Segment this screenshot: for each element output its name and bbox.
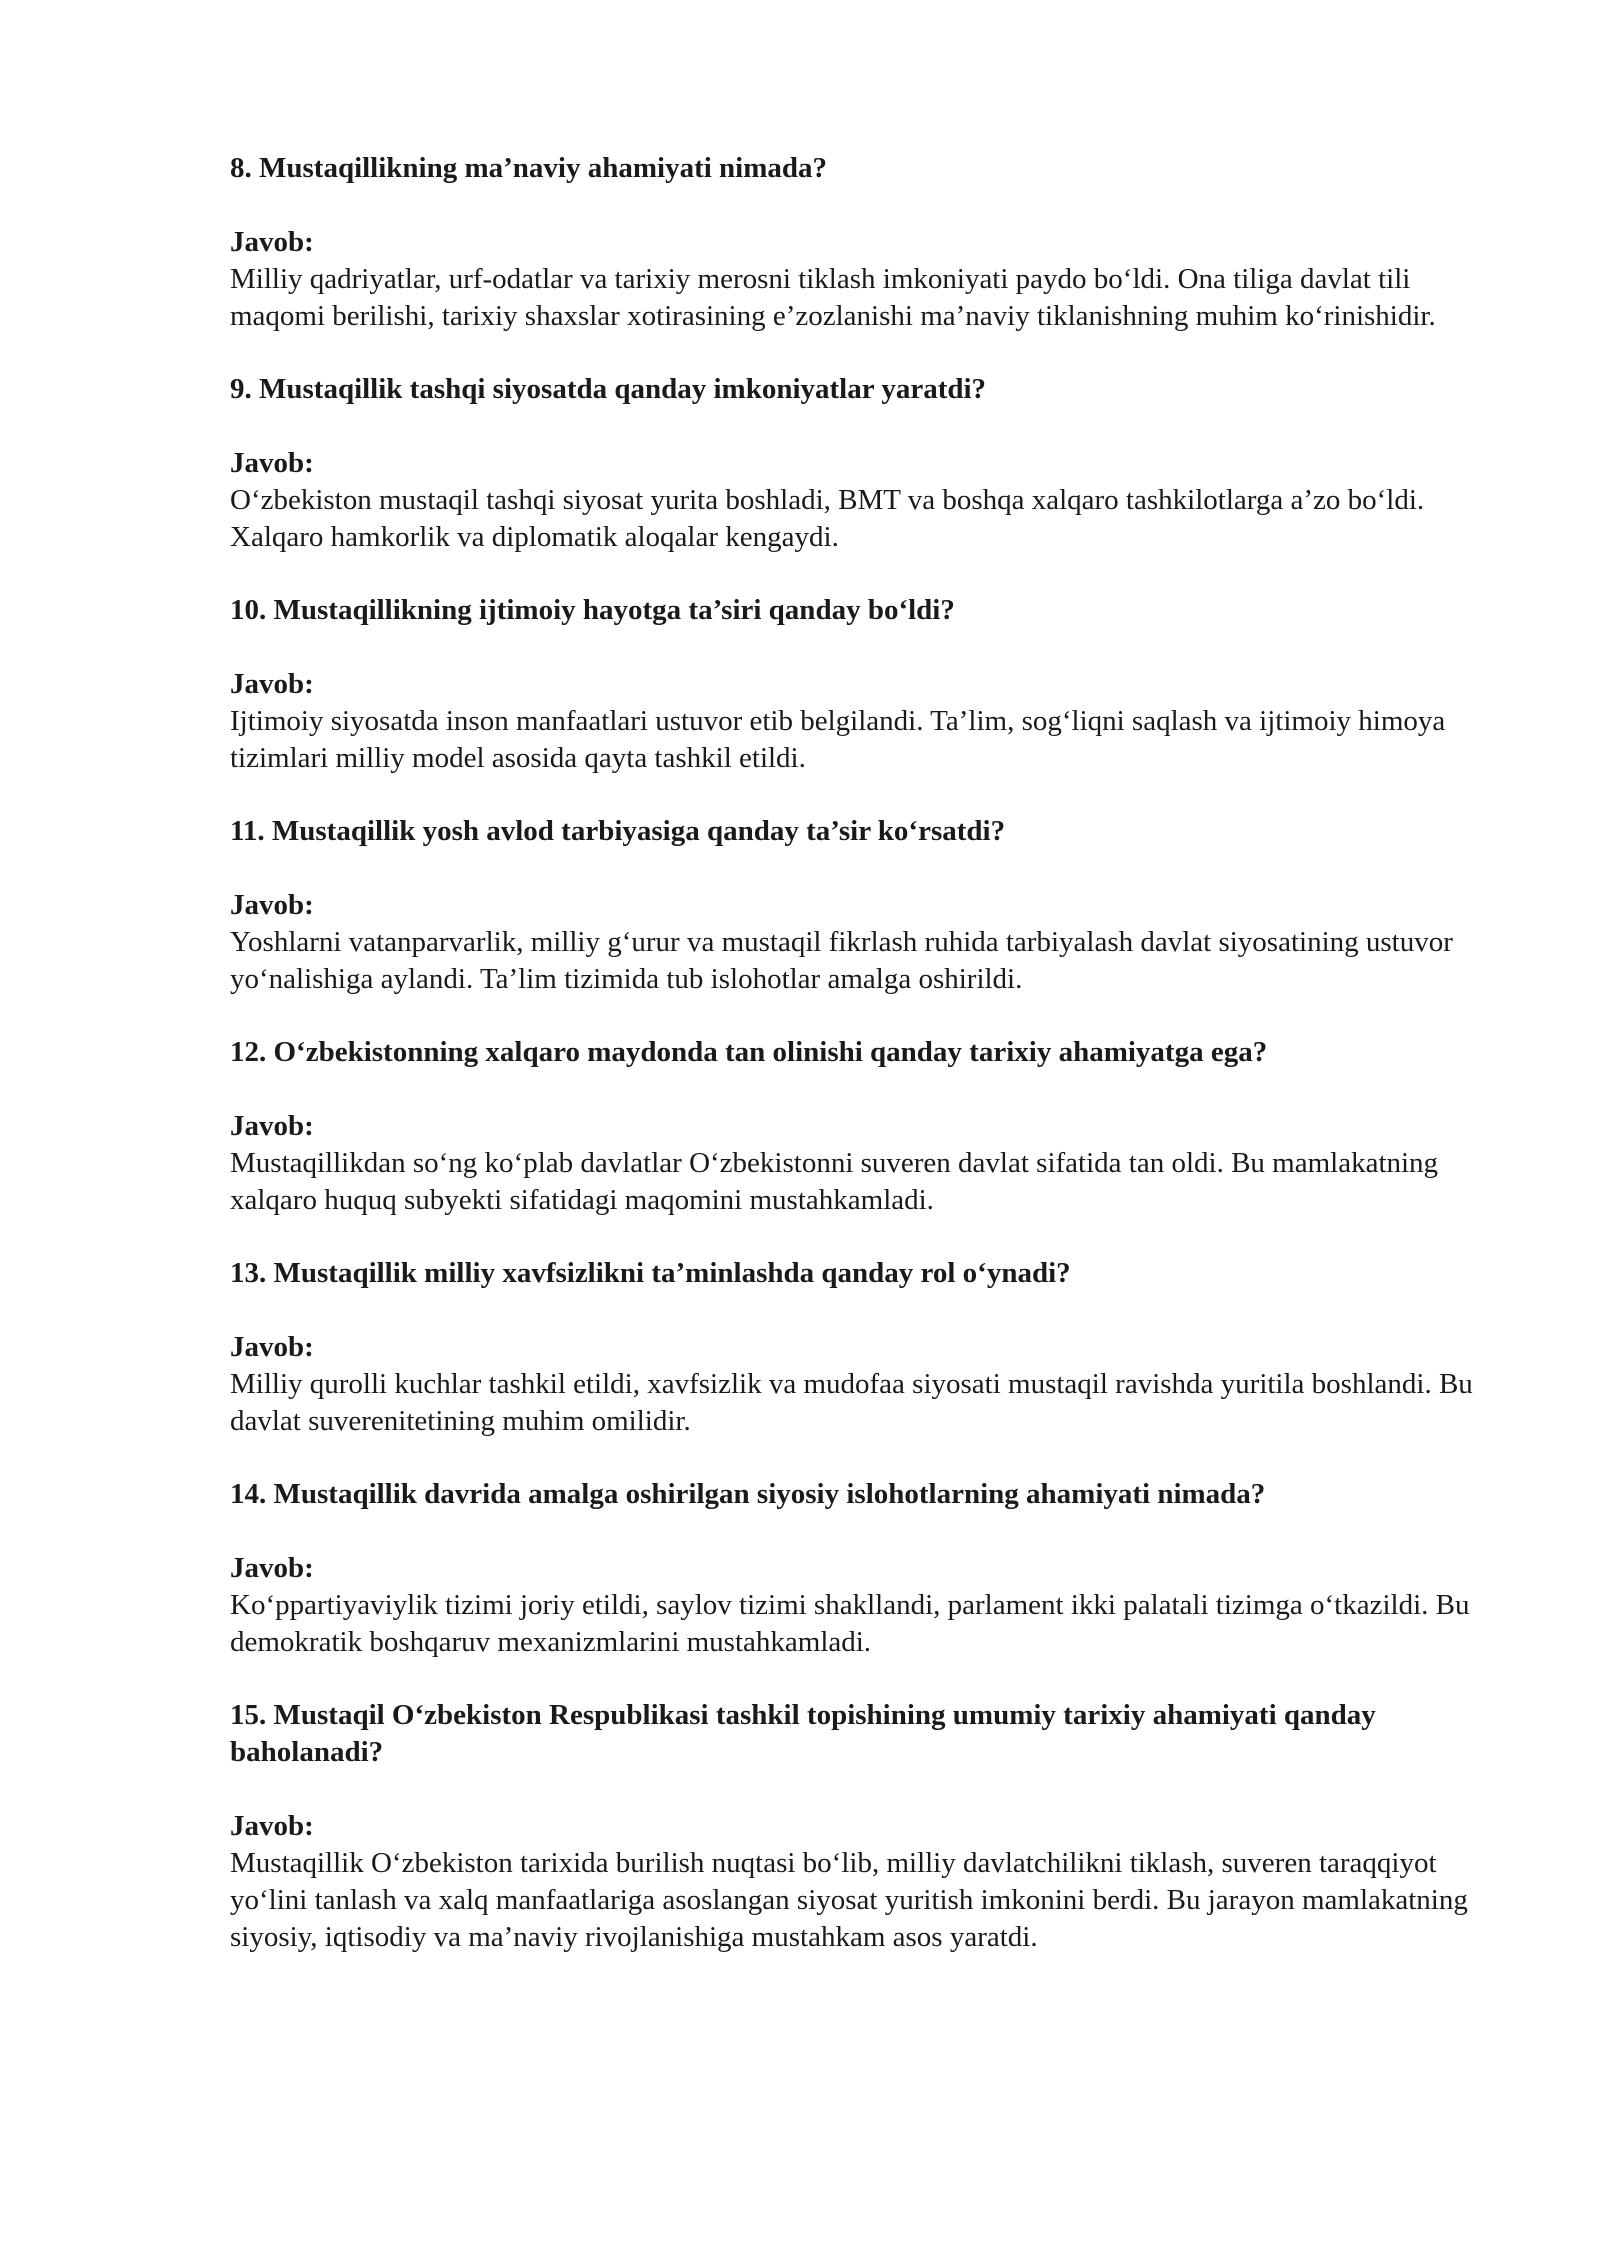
qa-item-13 (230, 1255, 1500, 1440)
answer-label: Javob: (230, 1810, 314, 1842)
question-heading: 13. Mustaqillik milliy xavfsizlikni ta’minlashda qanday rol o‘ynadi? (230, 1257, 1071, 1289)
answer-text: Ko‘ppartiyaviylik tizimi joriy etildi, saylov tizimi shakllandi, parlament ikki palatali tizimga o‘tkazildi. Bu demokratik boshqaruv mexanizmlarini mustahkamladi. (230, 1589, 1470, 1658)
qa-item-10 (230, 592, 1500, 777)
question-heading: 14. Mustaqillik davrida amalga oshirilgan siyosiy islohotlarning ahamiyati nimada? (230, 1478, 1266, 1510)
question-heading: 8. Mustaqillikning ma’naviy ahamiyati nimada? (230, 152, 828, 184)
answer-label: Javob: (230, 889, 314, 921)
answer-label: Javob: (230, 447, 314, 479)
question-heading: 9. Mustaqillik tashqi siyosatda qanday imkoniyatlar yaratdi? (230, 373, 987, 405)
qa-item-15 (230, 1697, 1500, 1956)
question-heading: 15. Mustaqil O‘zbekiston Respublikasi tashkil topishining umumiy tarixiy ahamiyati qanday baholanadi? (230, 1699, 1376, 1768)
answer-text: Milliy qurolli kuchlar tashkil etildi, xavfsizlik va mudofaa siyosati mustaqil ravishda yuritila boshlandi. Bu davlat suverenitetining muhim omilidir. (230, 1368, 1473, 1437)
question-heading: 11. Mustaqillik yosh avlod tarbiyasiga qanday ta’sir ko‘rsatdi? (230, 815, 1006, 847)
answer-label: Javob: (230, 1110, 314, 1142)
answer-label: Javob: (230, 226, 314, 258)
answer-text: Mustaqillikdan so‘ng ko‘plab davlatlar O‘zbekistonni suveren davlat sifatida tan oldi. Bu mamlakatning xalqaro huquq subyekti sifatidagi maqomini mustahkamladi. (230, 1147, 1439, 1216)
question-heading: 10. Mustaqillikning ijtimoiy hayotga ta’siri qanday bo‘ldi? (230, 594, 955, 626)
answer-text: Yoshlarni vatanparvarlik, milliy g‘urur va mustaqil fikrlash ruhida tarbiyalash davlat siyosatining ustuvor yo‘nalishiga aylandi. Ta’lim tizimida tub islohotlar amalga oshirildi. (230, 926, 1453, 995)
document-page (230, 150, 1500, 1992)
qa-item-12 (230, 1034, 1500, 1219)
answer-label: Javob: (230, 1331, 314, 1363)
answer-text: O‘zbekiston mustaqil tashqi siyosat yurita boshladi, BMT va boshqa xalqaro tashkilotlarga a’zo bo‘ldi. Xalqaro hamkorlik va diplomatik aloqalar kengaydi. (230, 484, 1425, 553)
qa-item-8 (230, 150, 1500, 335)
qa-item-14 (230, 1476, 1500, 1661)
qa-item-9 (230, 371, 1500, 556)
question-heading: 12. O‘zbekistonning xalqaro maydonda tan olinishi qanday tarixiy ahamiyatga ega? (230, 1036, 1268, 1068)
answer-label: Javob: (230, 668, 314, 700)
answer-text: Ijtimoiy siyosatda inson manfaatlari ustuvor etib belgilandi. Ta’lim, sog‘liqni saqlash va ijtimoiy himoya tizimlari milliy model asosida qayta tashkil etildi. (230, 705, 1446, 774)
answer-text: Milliy qadriyatlar, urf-odatlar va tarixiy merosni tiklash imkoniyati paydo bo‘ldi. Ona tiliga davlat tili maqomi berilishi, tarixiy shaxslar xotirasining e’zozlanishi ma’naviy tiklanishning muhim ko‘rinishidir. (230, 263, 1436, 332)
qa-item-11 (230, 813, 1500, 998)
answer-text: Mustaqillik O‘zbekiston tarixida burilish nuqtasi bo‘lib, milliy davlatchilikni tiklash, suveren taraqqiyot yo‘lini tanlash va xalq manfaatlariga asoslangan siyosat yuritish imkonini berdi. Bu jarayon mamlakatning siyosiy, iqtisodiy va ma’naviy rivojlanishiga mustahkam asos yaratdi. (230, 1847, 1468, 1953)
answer-label: Javob: (230, 1552, 314, 1584)
